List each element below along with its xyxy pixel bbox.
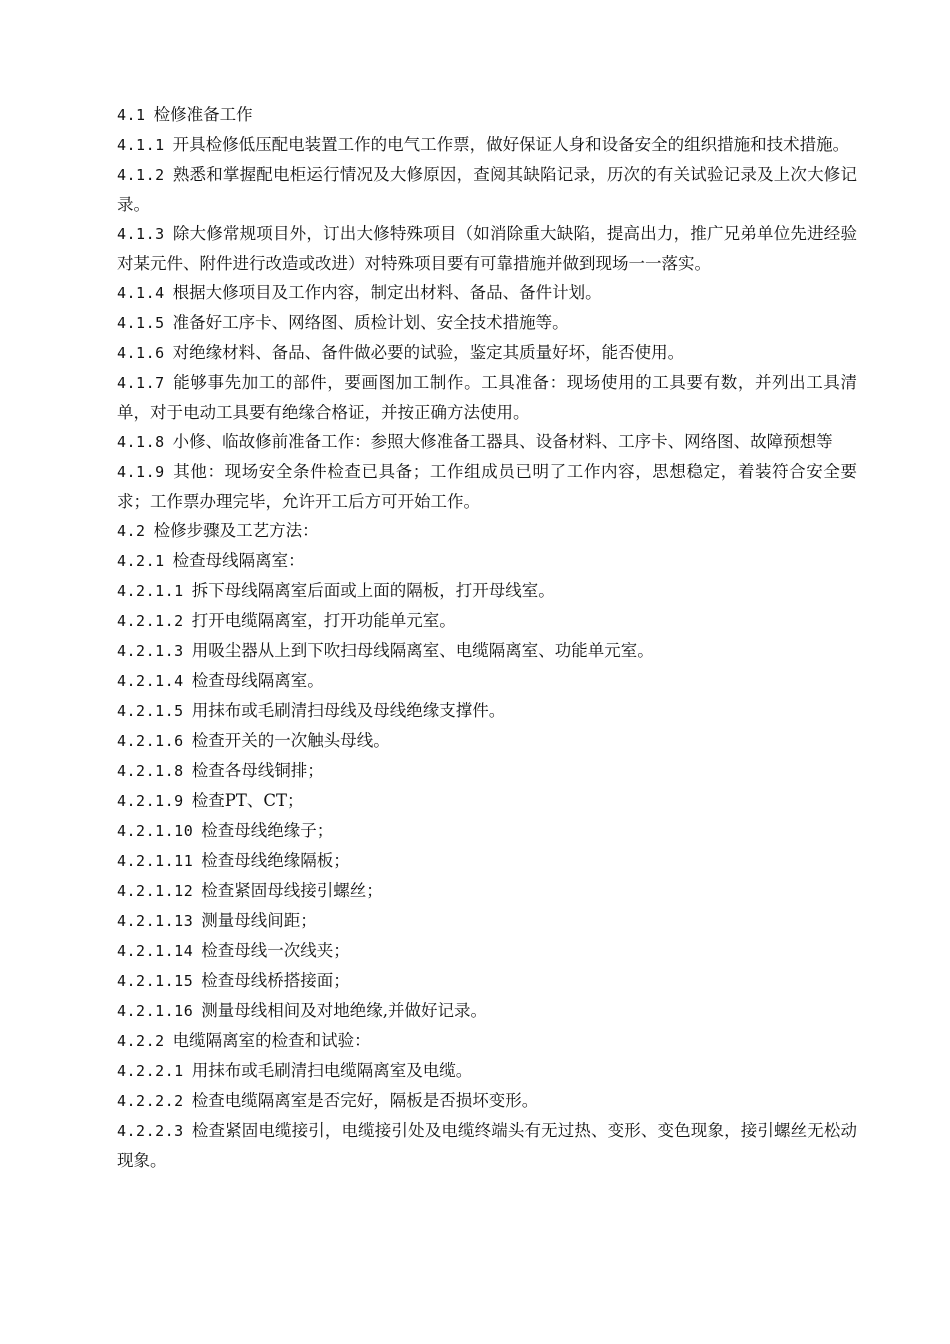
paragraph (117, 546, 857, 576)
paragraph-text: 检查各母线铜排； (191, 761, 324, 780)
paragraph (117, 219, 857, 278)
section-number: 4.2.1.6 (117, 732, 184, 750)
paragraph-text: 检查PT、CT； (191, 791, 304, 810)
section-number: 4.2.1.16 (117, 1002, 194, 1020)
paragraph-text: 其他：现场安全条件检查已具备；工作组成员已明了工作内容，思想稳定，着装符合安全要求；工作票办理完毕，允许开工后方可开始工作。 (117, 462, 857, 511)
section-number: 4.2.1.1 (117, 582, 184, 600)
paragraph (117, 1086, 857, 1116)
section-number: 4.2.1.11 (117, 852, 194, 870)
section-number: 4.1.1 (117, 136, 165, 154)
paragraph-text: 检查母线隔离室。 (191, 671, 324, 690)
paragraph-text: 电缆隔离室的检查和试验： (172, 1031, 371, 1050)
paragraph (117, 786, 857, 816)
paragraph-text: 小修、临故修前准备工作：参照大修准备工器具、设备材料、工序卡、网络图、故障预想等 (172, 432, 833, 451)
paragraph-text: 检查母线隔离室： (172, 551, 305, 570)
paragraph-text: 检查母线绝缘子； (201, 821, 334, 840)
section-number: 4.2.1.14 (117, 942, 194, 960)
paragraph (117, 816, 857, 846)
paragraph-text: 开具检修低压配电装置工作的电气工作票，做好保证人身和设备安全的组织措施和技术措施。 (172, 135, 850, 154)
paragraph-text: 用抹布或毛刷清扫母线及母线绝缘支撑件。 (191, 701, 506, 720)
paragraph-text: 熟悉和掌握配电柜运行情况及大修原因，查阅其缺陷记录，历次的有关试验记录及上次大修记录。 (117, 165, 857, 214)
paragraph-text: 检查电缆隔离室是否完好，隔板是否损坏变形。 (191, 1091, 539, 1110)
paragraph (117, 726, 857, 756)
paragraph-text: 检查紧固电缆接引，电缆接引处及电缆终端头有无过热、变形、变色现象，接引螺丝无松动现象。 (117, 1121, 857, 1170)
paragraph (117, 160, 857, 219)
section-number: 4.2.2.1 (117, 1062, 184, 1080)
paragraph-text: 拆下母线隔离室后面或上面的隔板，打开母线室。 (191, 581, 555, 600)
paragraph (117, 846, 857, 876)
section-number: 4.2.1.2 (117, 612, 184, 630)
paragraph (117, 996, 857, 1026)
paragraph (117, 457, 857, 516)
section-number: 4.2.1.12 (117, 882, 194, 900)
paragraph (117, 606, 857, 636)
section-number: 4.1.5 (117, 314, 165, 332)
paragraph-text: 能够事先加工的部件，要画图加工制作。工具准备：现场使用的工具要有数，并列出工具清单，对于电动工具要有绝缘合格证，并按正确方法使用。 (117, 373, 857, 422)
section-number: 4.1 (117, 106, 146, 124)
paragraph-text: 测量母线相间及对地绝缘,并做好记录。 (201, 1001, 487, 1020)
paragraph (117, 576, 857, 606)
paragraph-text: 测量母线间距； (201, 911, 317, 930)
paragraph (117, 100, 857, 130)
paragraph-text: 检查紧固母线接引螺丝； (201, 881, 383, 900)
section-number: 4.1.7 (117, 374, 165, 392)
paragraph (117, 936, 857, 966)
section-number: 4.2.1.3 (117, 642, 184, 660)
paragraph-text: 检修准备工作 (153, 105, 253, 124)
paragraph (117, 1026, 857, 1056)
paragraph (117, 966, 857, 996)
paragraph (117, 636, 857, 666)
section-number: 4.2.2.2 (117, 1092, 184, 1110)
document-page (117, 100, 857, 1175)
section-number: 4.1.2 (117, 166, 165, 184)
paragraph (117, 368, 857, 427)
paragraph (117, 876, 857, 906)
paragraph-text: 除大修常规项目外，订出大修特殊项目（如消除重大缺陷，提高出力，推广兄弟单位先进经验对某元件、附件进行改造或改进）对特殊项目要有可靠措施并做到现场一一落实。 (117, 224, 857, 273)
paragraph-text: 根据大修项目及工作内容，制定出材料、备品、备件计划。 (172, 283, 602, 302)
paragraph-text: 准备好工序卡、网络图、质检计划、安全技术措施等。 (172, 313, 569, 332)
section-number: 4.2.2 (117, 1032, 165, 1050)
section-number: 4.2.1.13 (117, 912, 194, 930)
section-number: 4.1.3 (117, 225, 165, 243)
paragraph-text: 打开电缆隔离室，打开功能单元室。 (191, 611, 456, 630)
paragraph (117, 906, 857, 936)
paragraph-text: 用吸尘器从上到下吹扫母线隔离室、电缆隔离室、功能单元室。 (191, 641, 654, 660)
section-number: 4.2.1.15 (117, 972, 194, 990)
paragraph (117, 130, 857, 160)
paragraph-text: 用抹布或毛刷清扫电缆隔离室及电缆。 (191, 1061, 473, 1080)
paragraph (117, 338, 857, 368)
section-number: 4.2.1.5 (117, 702, 184, 720)
paragraph-text: 检修步骤及工艺方法： (153, 521, 319, 540)
paragraph (117, 1116, 857, 1175)
paragraph-text: 检查母线一次线夹； (201, 941, 350, 960)
section-number: 4.1.6 (117, 344, 165, 362)
paragraph (117, 696, 857, 726)
paragraph (117, 427, 857, 457)
paragraph (117, 278, 857, 308)
section-number: 4.2.1.8 (117, 762, 184, 780)
section-number: 4.2.2.3 (117, 1122, 184, 1140)
paragraph-text: 检查母线桥搭接面； (201, 971, 350, 990)
paragraph (117, 756, 857, 786)
paragraph (117, 308, 857, 338)
section-number: 4.2 (117, 522, 146, 540)
section-number: 4.1.4 (117, 284, 165, 302)
section-number: 4.2.1 (117, 552, 165, 570)
paragraph-text: 对绝缘材料、备品、备件做必要的试验，鉴定其质量好坏，能否使用。 (172, 343, 685, 362)
paragraph (117, 1056, 857, 1086)
section-number: 4.2.1.9 (117, 792, 184, 810)
paragraph (117, 666, 857, 696)
section-number: 4.2.1.10 (117, 822, 194, 840)
section-number: 4.1.8 (117, 433, 165, 451)
section-number: 4.1.9 (117, 463, 165, 481)
paragraph (117, 516, 857, 546)
paragraph-text: 检查开关的一次触头母线。 (191, 731, 390, 750)
paragraph-text: 检查母线绝缘隔板； (201, 851, 350, 870)
section-number: 4.2.1.4 (117, 672, 184, 690)
